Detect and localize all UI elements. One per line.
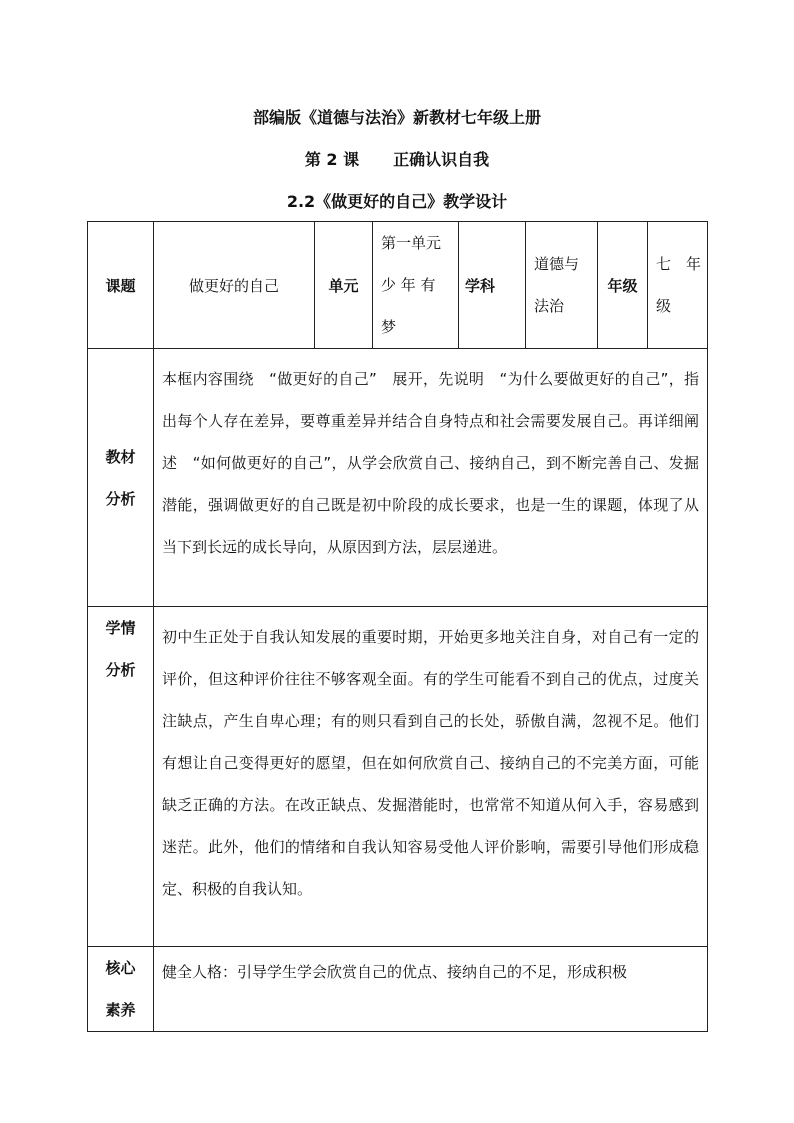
core-literacy-text: 健全人格：引导学生学会欣赏自己的优点、接纳自己的不足，形成积极 [154, 947, 708, 1032]
course-value: 做更好的自己 [154, 222, 315, 349]
grade-label: 年级 [598, 222, 648, 349]
lesson-plan-table [87, 221, 708, 1032]
course-label: 课题 [88, 222, 154, 349]
document-title: 部编版《道德与法治》新教材七年级上册 [252, 108, 541, 127]
core-literacy-row [88, 947, 708, 1032]
textbook-analysis-text: 本框内容围绕 “做更好的自己” 展开，先说明 “为什么要做更好的自己”，指出每个人存在差异，要尊重差异并结合自身特点和社会需要发展自己。再详细阐述 “如何做更好的自己”，从学会欣赏自己、接纳自己，到不断完善自己、发掘潜能，强调做更好的自己既是初中阶段的成长要求，也是一生的课题，体现了从当下到长远的成长导向，从原因到方法，层层递进。 [154, 349, 708, 607]
subject-value: 道德与 法治 [526, 222, 598, 349]
student-analysis-row [88, 607, 708, 947]
lesson-number: 第 2 课 [304, 150, 360, 169]
unit-value: 第一单元 少 年 有 梦 [373, 222, 459, 349]
grade-value: 七 年 级 [648, 222, 708, 349]
lesson-heading [0, 150, 794, 170]
info-row [88, 222, 708, 349]
unit-label: 单元 [315, 222, 373, 349]
textbook-analysis-row [88, 349, 708, 607]
student-analysis-text: 初中生正处于自我认知发展的重要时期，开始更多地关注自身，对自己有一定的评价，但这种评价往往不够客观全面。有的学生可能看不到自己的优点，过度关注缺点，产生自卑心理；有的则只看到自己的长处，骄傲自满，忽视不足。他们有想让自己变得更好的愿望，但在如何欣赏自己、接纳自己的不完美方面，可能缺乏正确的方法。在改正缺点、发掘潜能时，也常常不知道从何入手，容易感到迷茫。此外，他们的情绪和自我认知容易受他人评价影响，需要引导他们形成稳定、积极的自我认知。 [154, 607, 708, 947]
student-analysis-label: 学情 分析 [88, 607, 154, 947]
design-title: 2.2《做更好的自己》教学设计 [286, 192, 508, 211]
core-literacy-label: 核心 素养 [88, 947, 154, 1032]
lesson-title: 正确认识自我 [393, 150, 490, 169]
subject-label: 学科 [459, 222, 526, 349]
textbook-analysis-label: 教材 分析 [88, 349, 154, 607]
